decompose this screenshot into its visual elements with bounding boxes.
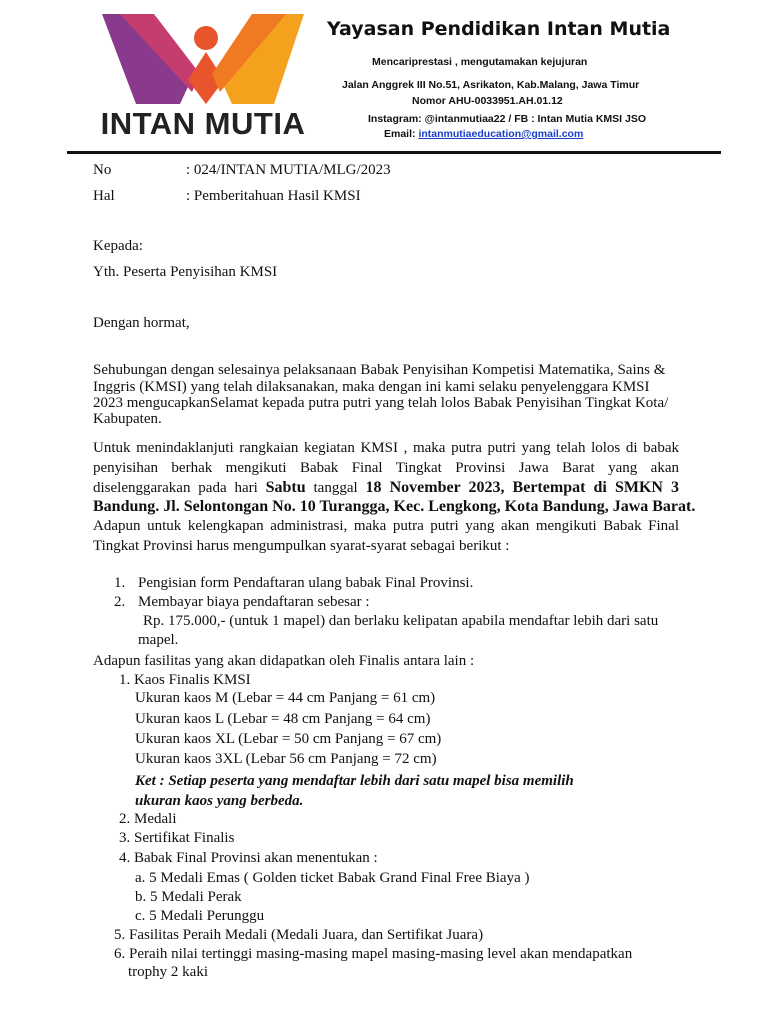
facility-item: 3. Sertifikat Finalis [119, 830, 235, 846]
paragraph-1-line: 2023 mengucapkanSelamat kepada putra putri yang telah lolos Babak Penyisihan Tingkat Kota/ [93, 395, 669, 411]
paragraph-2-line: penyisihan berhak mengikuti Babak Final Tingkat Provinsi Jawa Barat yang akan [93, 460, 679, 476]
fee-line: mapel. [138, 632, 179, 648]
paragraph-2-line [93, 479, 679, 497]
requirement-text: Membayar biaya pendaftaran sebesar : [138, 594, 370, 610]
paragraph-2-text: tanggal [313, 480, 358, 496]
paragraph-2-text: diselenggarakan pada hari [93, 480, 258, 496]
registration-number: Nomor AHU-0033951.AH.01.12 [412, 95, 563, 107]
event-day: Sabtu [265, 479, 306, 496]
shirt-note: ukuran kaos yang berbeda. [135, 793, 304, 809]
medal-item: a. 5 Medali Emas ( Golden ticket Babak Grand Final Free Biaya ) [135, 870, 530, 886]
recipient-name: Yth. Peserta Penyisihan KMSI [93, 264, 278, 280]
paragraph-2-line: Untuk menindaklanjuti rangkaian kegiatan KMSI , maka putra putri yang telah lolos di babak [93, 440, 679, 456]
shirt-note: Ket : Setiap peserta yang mendaftar lebih dari satu mapel bisa memilih [135, 773, 574, 789]
medal-item: b. 5 Medali Perak [135, 889, 242, 905]
subject-value: : Pemberitahuan Hasil KMSI [186, 188, 361, 204]
requirement-number: 2. [114, 594, 126, 610]
logo-mark-icon [96, 8, 310, 104]
shirt-size: Ukuran kaos M (Lebar = 44 cm Panjang = 61 cm) [135, 690, 436, 706]
logo [92, 8, 314, 141]
paragraph-2-line: Adapun untuk kelengkapan administrasi, maka putra putri yang akan mengikuti Babak Final [93, 518, 679, 534]
facility-item-continued: trophy 2 kaki [128, 964, 208, 980]
fee-line: Rp. 175.000,- (untuk 1 mapel) dan berlaku kelipatan apabila mendaftar lebih dari satu [143, 613, 659, 629]
requirement-text: Pengisian form Pendaftaran ulang babak Final Provinsi. [138, 575, 474, 591]
facility-item: 4. Babak Final Provinsi akan menentukan : [119, 850, 378, 866]
paragraph-2-line: Tingkat Provinsi harus mengumpulkan syarat-syarat sebagai berikut : [93, 538, 510, 554]
paragraph-1-line: Sehubungan dengan selesainya pelaksanaan Babak Penyisihan Kompetisi Matematika, Sains & [93, 362, 666, 378]
requirement-number: 1. [114, 575, 126, 591]
paragraph-1-line: Kabupaten. [93, 411, 162, 427]
paragraph-2-line [93, 498, 696, 516]
medal-item: c. 5 Medali Perunggu [135, 908, 265, 924]
number-label: No [93, 162, 112, 178]
email-label: Email: [384, 128, 416, 140]
shirt-size: Ukuran kaos L (Lebar = 48 cm Panjang = 64 cm) [135, 711, 431, 727]
shirt-size: Ukuran kaos 3XL (Lebar 56 cm Panjang = 72 cm) [135, 751, 437, 767]
subject-label: Hal [93, 188, 115, 204]
greeting: Dengan hormat, [93, 315, 190, 331]
number-value: : 024/INTAN MUTIA/MLG/2023 [186, 162, 391, 178]
facility-item: 5. Fasilitas Peraih Medali (Medali Juara, dan Sertifikat Juara) [114, 927, 484, 943]
organization-name: Yayasan Pendidikan Intan Mutia [327, 18, 671, 40]
logo-text: INTAN MUTIA [100, 106, 306, 141]
facility-item: 1. Kaos Finalis KMSI [119, 672, 251, 688]
facility-item: 6. Peraih nilai tertinggi masing-masing mapel masing-masing level akan mendapatkan [114, 946, 633, 962]
facility-item: 2. Medali [119, 811, 177, 827]
social-media: Instagram: @intanmutiaa22 / FB : Intan Mutia KMSI JSO [368, 113, 647, 125]
event-date-venue: 18 November 2023, Bertempat di SMKN 3 [365, 479, 680, 496]
email-line [384, 128, 583, 140]
paragraph-1-line: Inggris (KMSI) yang telah dilaksanakan, maka dengan ini kami selaku penyelenggara KMSI [93, 379, 650, 395]
address: Jalan Anggrek III No.51, Asrikaton, Kab.Malang, Jawa Timur [342, 79, 640, 91]
email-link[interactable]: intanmutiaeducation@gmail.com [418, 128, 584, 140]
facilities-intro: Adapun fasilitas yang akan didapatkan oleh Finalis antara lain : [93, 653, 475, 669]
motto: Mencariprestasi , mengutamakan kejujuran [372, 56, 588, 68]
shirt-size: Ukuran kaos XL (Lebar = 50 cm Panjang = 67 cm) [135, 731, 442, 747]
recipient-label: Kepada: [93, 238, 143, 254]
event-address: Bandung. Jl. Selontongan No. 10 Turangga, Kec. Lengkong, Kota Bandung, Jawa Barat. [93, 498, 696, 515]
header-divider [67, 151, 721, 154]
